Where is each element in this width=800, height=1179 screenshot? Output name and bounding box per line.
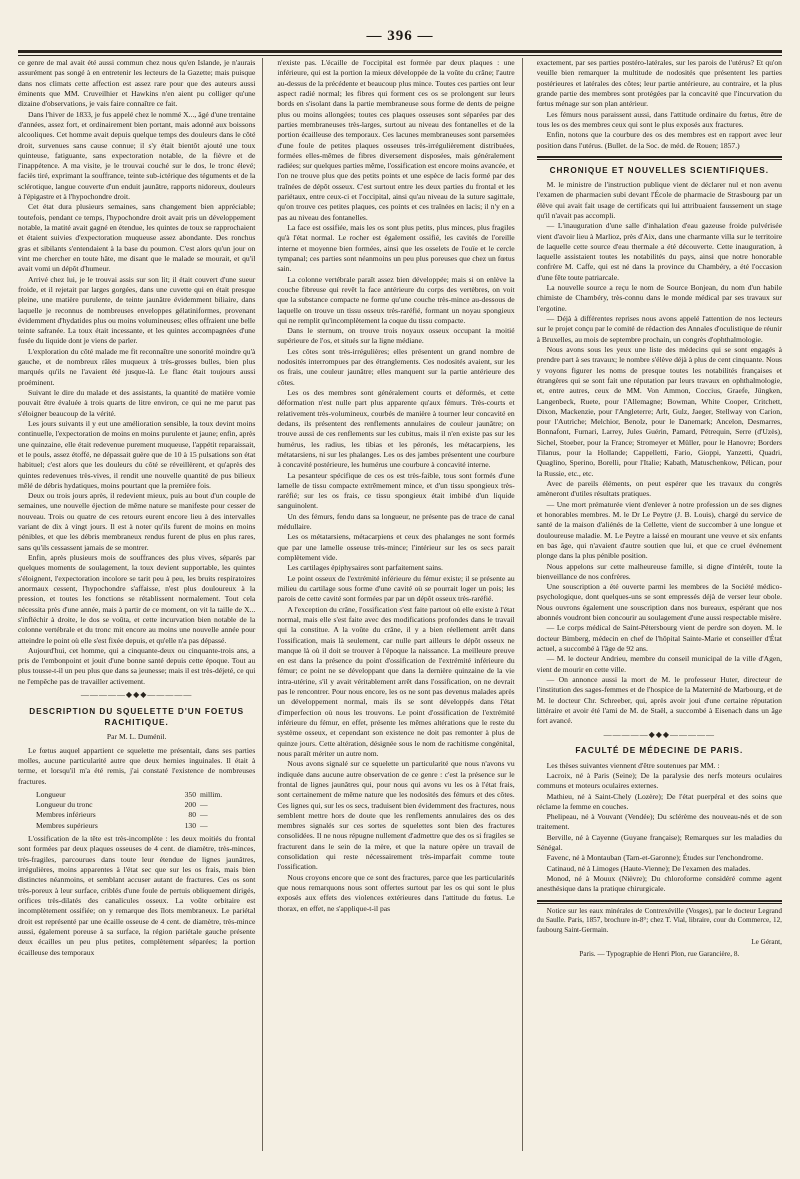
paragraph: Une souscription a été ouverte parmi les membres de la Société médico-psychologique, dont quelques-uns se sont empressés déjà de verser leur obole. Nous ouvrons également une souscription dans nos bureaux, espérant que nos abonnés voudront bien concourir au soulagement d'une aussi respectable misère. xyxy=(536,582,782,623)
paragraph: Nous avons signalé sur ce squelette un particularité que nous n'avons vu indiquée dans aucune autre observation de ce genre : c'est la présence sur le frontal de lignes jaunâtres qui, pour nous qui avons vu les os à l'état frais, sont certainement de même nature que les nodosités des fémurs et des côtes. Ces lignes qui, sur les os secs, traduisent bien évidemment des fractures, nous semblent mettre hors de doute que les renflements annulaires des os des membres signalés sur ces sortes de squelettes sont bien des fractures consolidées. Il ne nous répugne nullement d'admettre que des os si fragiles se fracturent dans le sein de la mère, et que la nature opère un travail de consolidation qui reste nécessairement très-imparfait comme toute l'ossification. xyxy=(277,759,515,872)
paragraph: Favenc, né à Montauban (Tarn-et-Garonne); Études sur l'enchondrome. xyxy=(546,853,764,863)
paragraph: Nous appelons sur cette malheureuse famille, si digne d'intérêt, toute la bienveillance de nos confrères. xyxy=(536,561,782,581)
paragraph: L'exploration du côté malade me fit reconnaître une sonorité moindre qu'à gauche, et de nombreux râles muqueux à très-grosses bulles, bien plus marqués qu'ils ne l'avaient été jusque-là. Le flanc était toujours aussi proéminent. xyxy=(18,346,256,387)
measurement-value: 130 xyxy=(184,820,196,830)
measurement-label: Longueur du tronc xyxy=(36,800,93,810)
paragraph: Cet état dura plusieurs semaines, sans changement bien appréciable; toutefois, pendant ce temps, l'hypochondre droit avait pris un développement notable, la matité avait gagné en étendue, les quintes de toux se rapprochaient et étaient suivies d'expectoration muqueuse assez abondante. Des ronchus gras et sibilants s'entendaient à la base du poumon. C'est alors qu'un jour on vint me chercher en toute hâte, me disant que le malade se mourait, et qu'il avait vomi un dépôt d'humeur. xyxy=(18,202,256,274)
section-title: FACULTÉ DE MÉDECINE DE PARIS. xyxy=(575,746,744,756)
measurement-unit: — xyxy=(200,810,208,820)
measurement-value: 350 xyxy=(184,789,196,799)
paragraph: — Déjà à différentes reprises nous avons appelé l'attention de nos lecteurs sur le projet conçu par le comité de rédaction des Annales d'oculistique de réunir à Bruxelles, au mois de septembre prochain, un congrès d'ophthalmologie. xyxy=(536,314,782,344)
paragraph: Dans l'hiver de 1833, je fus appelé chez le nommé X..., âgé d'une trentaine d'années, assez fort, et ordinairement bien portant, mais adonné aux boissons alcooliques. Cet homme avait depuis quelque temps des douleurs dans le côté droit, survenues sans cause connue; il s'y était bientôt ajouté une toux quinteuse, fatiguante, sans expectoration notable, de la fièvre et de l'inappétence. A ma visite, je le trouvai couché sur le dos, le tronc élevé; faciès tiré, exprimant la souffrance, teinte sub-ictérique des téguments et de la sclérotique, langue couverte d'un enduit jaunâtre, rapports nidoreux, douleurs à l'épigastre et à l'hypochondre droit. xyxy=(18,109,256,202)
paragraph: Les os métatarsiens, métacarpiens et ceux des phalanges ne sont formés que par une lamelle osseuse très-mince; l'intérieur sur les os secs parait complètement vide. xyxy=(277,532,515,562)
article-byline: Par M. L. Duménil. xyxy=(106,732,167,742)
measurement-row xyxy=(36,810,255,820)
column-middle xyxy=(277,58,522,1151)
header-rule-thin xyxy=(18,55,782,56)
paragraph: Les jours suivants il y eut une amélioration sensible, la toux devint moins continuelle, l'expectoration de moins en moins purulente et jaune; enfin, après une quinzaine, elle était redevenue purement muqueuse, l'appétit reparaissait, et le pouls, assez étoffé, ne dépassait guère que de 10 à 15 pulsations son état habituel; c'est alors que les douleurs du côté se réveillèrent, et qu'après des quintes redevenues très-vives, il rendit une nouvelle quantité de pus bilieux mêlé de débris hydatiques, moins pourtant que la première fois. xyxy=(18,418,256,490)
paragraph: Deux ou trois jours après, il redevient mieux, puis au bout d'un couple de semaines, une nouvelle éjection de même nature se manifeste pour cesser de nouveau. Trois ou quatre de ces retours eurent encore lieu à des intervalles variant de dix à vingt jours. Il est à noter qu'ils furent de moins en moins pénibles, et que les débris membraneux rendus furent de plus en plus rares, sans qu'ils cessassent jamais de se montrer. xyxy=(18,491,256,552)
page-header xyxy=(18,28,782,48)
paragraph: A l'exception du crâne, l'ossification s'est faite partout où elle existe à l'état normal, mais elle s'est faite avec des modifications profondes dans le travail qui la constitue. A la voûte du crâne, il y a bien réellement arrêt dans l'ossification, mais là seulement, car nulle part ailleurs le dépôt osseux ne manque là où il doit se trouver à l'époque la naissance. La meilleure preuve en est dans la présence du point d'ossification de l'extrémité inférieure du fémur; ce point ne se développant que dans la dernière quinzaine de la vie intra-utérine, s'il y avait véritablement arrêt dans l'ossification, on ne devrait pas le rencontrer. Pour nous encore, les os ne sont pas devenus malades après un développement normal, mais ils se sont développés dans l'état d'imperfection où nous les trouvons. Le point d'ossification de l'extrémité inférieure du fémur, en effet, présente les mêmes altérations que le reste du système osseux, et cependant son existence ne doit pas remonter à plus de quinze jours. Cette altération, désignée sous le nom de rachitisme congénital, nous paraît mériter un autre nom. xyxy=(277,604,515,758)
paragraph: Enfin, notons que la courbure des os des membres est en rapport avec leur position dans l'utérus. (Bullet. de la Soc. de méd. de Rouen; 1857.) xyxy=(536,130,782,150)
measurement-unit: — xyxy=(200,800,208,810)
printer-imprint: Paris. — Typographie de Henri Plon, rue Garancière, 8. xyxy=(579,949,740,958)
section-title: CHRONIQUE ET NOUVELLES SCIENTIFIQUES. xyxy=(549,165,770,175)
header-rule xyxy=(18,50,782,53)
measurement-value: 200 xyxy=(184,800,196,810)
paragraph: Aujourd'hui, cet homme, qui a cinquante-deux ou cinquante-trois ans, a pris de l'embonpoint et jouit d'une bonne santé depuis cette époque. Tout au plus tousse-t-il un peu plus que dans sa jeunesse; mais il est très-déjeté, ce qui ne l'empêche pas de travailler activement. xyxy=(18,645,256,686)
paragraph: Le point osseux de l'extrémité inférieure du fémur existe; il se présente au milieu du cartilage sous forme d'une cavité où se pourrait loger un pois; les parois de cette cavité sont formées par par un dépôt osseux très-raréfié. xyxy=(277,573,515,604)
measurement-label: Membres inférieurs xyxy=(36,810,96,820)
paragraph: Arrivé chez lui, je le trouvai assis sur son lit; il était couvert d'une sueur froide, et il rejetait par larges gorgées, dans une cuvette qui en était presque pleine, une matière purulente, de teinte jaunâtre évidemment biliaire, dans laquelle je reconnus de nombreuses enveloppes gélatiniformes, provenant évidemment d'hydatides plus ou moins volumineuses; elles offraient une belle teinte safranée. La toux était incessante, et les quintes accompagnées d'une fusée du liquide dont je viens de parler. xyxy=(18,274,256,346)
paragraph: Les cartilages épiphysaires sont parfaitement sains. xyxy=(287,563,443,573)
column-right xyxy=(537,58,782,1151)
measurement-unit: — xyxy=(200,820,208,830)
paragraph: — On annonce aussi la mort de M. le professeur Huter, directeur de l'institution des sages-femmes et de l'hospice de la Maternité de Marbourg, et de M. le docteur Chr. Schreeber, qui, après avoir joui d'une certaine réputation littéraire et avoir été l'ami de M. de Staël, a succombé à Eisenach dans un âge fort avancé. xyxy=(536,674,782,726)
paragraph: Les thèses suivantes viennent d'être soutenues par MM. : xyxy=(546,760,720,770)
text-columns xyxy=(18,58,782,1151)
measurement-row xyxy=(36,800,255,810)
paragraph: Enfin, après plusieurs mois de souffrances des plus vives, séparés par quelques moments de soulagement, la toux devient supportable, les quintes s'éloignent, l'expectoration incolore se tarit peu à peu, les bruits respiratoires anormaux cessent, l'hypochondre s'affaisse, n'est plus douloureux à la pression, et toutes les fonctions se rétablissent normalement. Tout cela nécessita près d'une année, mais à partir de ce moment, on vit la taille de X... s'infléchir à droite, le dos se voûta, et cette incurvation bien notable de la colonne vertébrale et du tronc mit encore au moins une nouvelle année pour atteindre le point où elle s'est fixée depuis, et qu'elle n'a pas dépassé. xyxy=(18,553,256,645)
paragraph: Suivant le dire du malade et des assistants, la quantité de matière vomie pouvait être évaluée à trois quarts de litre environ, ce qui ne me parut pas s'éloigner beaucoup de la vérité. xyxy=(18,388,256,418)
paragraph: Nous croyons encore que ce sont des fractures, parce que les particularités que nous remarquons nous sont offertes surtout par les os qui sont le plus exposés aux effets des violences extérieures dans l'attitude du fœtus. Le thorax, en effet, ne s'applique-t-il pas xyxy=(277,872,515,913)
paragraph: M. le ministre de l'instruction publique vient de déclarer nul et non avenu l'examen de pharmacien subi devant l'École de pharmacie de Strasbourg par un élève qui avait fait usage de certificats qui lui attribuaient faussement un stage qu'il n'avait pas accompli. xyxy=(536,179,782,220)
paragraph: Lacroix, né à Paris (Seine); De la paralysie des nerfs moteurs oculaires communs et moteurs oculaires externes. xyxy=(536,770,782,791)
paragraph: — Le corps médical de Saint-Pétersbourg vient de perdre son doyen. M. le docteur Bimberg, médecin en chef de l'hôpital Sainte-Marie et conseiller d'État actuel, a succombé à l'âge de 92 ans. xyxy=(536,623,782,654)
paragraph: ce genre de mal avait été aussi commun chez nous qu'en Islande, je n'aurais assurément pas songé à en entretenir les lecteurs de la Gazette; mais puisque dans nos climats cette affection est assez rare pour que des auteurs aussi éminents que MM. Cruveilhier et Hawkins n'en aient pu colliger qu'une dizaine d'observations, je vais faire connaître ce fait. xyxy=(18,58,256,109)
paragraph: Les os des membres sont généralement courts et déformés, et cette déformation n'est nulle part plus apparente qu'aux fémurs. Très-courts et relativement très-volumineux, courbés de manière à tourner leur concavité en dedans, ils présentent des renflements annulaires de couleur jaunâtre; on trouve aussi de ces renflements sur les cubitus, mais il n'en existe pas sur les humérus, les radius, les tibias et les péronés, les métacarpiens, les métatarsiens, ni sur les phalanges. Les os des jambes présentent une courbure à concavité postérieure, les humérus une courbure à concavité interne. xyxy=(277,388,515,470)
paragraph: L'ossification de la tête est très-incomplète : les deux moitiés du frontal sont formées par deux plaques osseuses de 4 cent. de diamètre, très-minces, très-fragiles, parcourues dans toute leur étendue de lignes jaunâtres, irrégulières, moins apparentes à l'état sec que sur les os frais, mais bien distinctes néanmoins, et semblant accuser autant de fractures. Ces os sont très-poreux à leur surface, criblés d'une foule de pertuis obliquement dirigés, orifices très-dilatés des canalicules osseux. La voûte orbitaire est incomplètement ossifiée; on y remarque des îlots membraneux. Le pariétal droit est représenté par une écaille osseuse de 4 cent. de diamètre, très-mince aussi, également poreuse à sa surface, la région pariétale gauche présente deux écailles un peu plus petites, complètement séparées; la portion écailleuse des temporaux xyxy=(18,834,256,957)
paragraph: La colonne vertébrale paraît assez bien développée; mais si on enlève la couche fibreuse qui revêt la face antérieure du corps des vertèbres, on voit que la substance compacte ne forme qu'une couche très-mince au-dessous de laquelle on trouve un tissu osseux très-raréfié, formant un noyau spongieux qui ne remplit qu'incomplètement la coque du tissu compacte. xyxy=(277,274,515,325)
paragraph: La face est ossifiée, mais les os sont plus petits, plus minces, plus fragiles qu'à l'état normal. Le rocher est également ossifié, les cavités de l'oreille interne et moyenne bien formées, ainsi que les osselets de l'ouïe et le cercle tympanal; ces parties sont néanmoins un peu plus poreuses que chez un fœtus sain. xyxy=(277,223,515,274)
section-divider xyxy=(537,156,782,160)
paragraph: Berville, né à Cayenne (Guyane française); Remarques sur les maladies du Sénégal. xyxy=(536,832,782,853)
section-divider xyxy=(537,900,782,904)
paragraph: La pesanteur spécifique de ces os est très-faible, tous sont formés d'une lamelle de tissu compacte extrêmement mince, et d'un tissu spongieux très-raréfié; sur les os frais, ce tissu spongieux était imbibé d'un liquide sanguinolent. xyxy=(277,470,515,511)
section-title: DESCRIPTION DU SQUELETTE D'UN FOETUS RACHITIQUE. xyxy=(29,706,245,728)
paragraph: Un des fémurs, fendu dans sa longueur, ne présente pas de trace de canal médullaire. xyxy=(277,511,515,532)
paragraph: Les côtes sont très-irrégulières; elles présentent un grand nombre de nodosités interrompues par des étranglements. Ces nodosités avaient, sur les os frais, une couleur jaunâtre; elles manquent sur la partie antérieure des côtes. xyxy=(277,346,515,387)
measurement-unit: millim. xyxy=(200,789,223,799)
paragraph: — M. le docteur Andrieu, membre du conseil municipal de la ville d'Agen, vient de mourir en cette ville. xyxy=(536,654,782,674)
paragraph: — L'inauguration d'une salle d'inhalation d'eau gazeuse froide pulvérisée vient d'avoir lieu à Marlioz, près d'Aix, dans une charmante villa sur le territoire de laquelle cette source d'eau thermale a été découverte. Cette inauguration, à laquelle assistaient toutes les notabilités du pays, ainsi que notre honorable confrère M. Caffe, qui est né dans la province du Chambéry, a été l'occasion d'une fête toute patriarcale. xyxy=(536,221,782,282)
paragraph: Dans le sternum, on trouve trois noyaux osseux occupant la moitié supérieure de l'os, et situés sur la ligne médiane. xyxy=(277,326,515,346)
measurement-value: 80 xyxy=(188,810,196,820)
section-ornament: —————◆◆◆————— xyxy=(80,690,193,700)
paragraph: — Une mort prématurée vient d'enlever à notre profession un de ses dignes et honorables membres. M. le Dr Le Peytre (J. B. Louis), chargé du service de santé de la maison d'aliénés de la Cellette, vient de succomber à une longue et douloureuse maladie. M. Le Peytre a laissé en mourant une veuve et six enfants en bas âge, qui n'avaient d'autre soutien que lui, et que ce cruel événement plonge dans la plus pénible position. xyxy=(536,499,782,561)
paragraph: La nouvelle source a reçu le nom de Source Bonjean, du nom d'un habile chimiste de Chambéry, très-connu dans le monde médical par ses travaux sur l'ergotine. xyxy=(536,283,782,313)
paragraph: n'existe pas. L'écaille de l'occipital est formée par deux plaques : une inférieure, qui est la portion la mieux développée de la voûte du crâne; l'autre au-dessus de la précédente et beaucoup plus mince. Toutes ces parties ont leur aspect radié normal; les fibres qui forment ces os se prolongent sur leurs bords en s'isolant dans la partie membraneuse sous forme de dents de peigne plus ou moins allongées; toutes ces plaques osseuses sont séparées par des parties membraneuses très-larges, surtout au niveau des fontanelles et de la portion écailleuse des temporaux. Ces lacunes membraneuses sont parsemées d'une foule de petites plaques osseuses très-irrégulièrement distribuées, formées elles-mêmes de fibres diversement disposées, mais généralement radiées; sur quelques parties même, l'ossification est encore moins avancée, et l'on ne trouve plus que des petits points et une espèce de lacis formé par des traînées de dépôt osseux. C'est surtout entre les deux parties du frontal et les pariétaux, entre ceux-ci et l'occipital, ainsi qu'au niveau de la suture sagittale, qu'on trouve ces petites plaques, ces points et ces traînées en lacis; il n'y en a pas au niveau des fontanelles. xyxy=(277,58,515,222)
book-notice: Notice sur les eaux minérales de Contrexéville (Vosges), par le docteur Legrand du Saulle. Paris, 1857, brochure in-8°; chez T. Vial, libraire, cour du Commerce, 12, faubourg Saint-Germain. xyxy=(536,906,782,935)
column-left xyxy=(18,58,263,1151)
paragraph: Catinaud, né à Limoges (Haute-Vienne); De l'examen des malades. xyxy=(546,863,751,873)
measurement-label: Membres supérieurs xyxy=(36,820,98,830)
section-ornament: —————◆◆◆————— xyxy=(603,729,716,739)
paragraph: Avec de pareils éléments, on peut espérer que les travaux du congrès amèneront d'utiles résultats pratiques. xyxy=(536,479,782,499)
paragraph: Phelipeau, né à Vouvant (Vendée); Du sclérème des nouveau-nés et de son traitement. xyxy=(536,812,782,832)
measurement-label: Longueur xyxy=(36,789,66,799)
measurement-row xyxy=(36,790,255,800)
measurement-row xyxy=(36,821,255,831)
paragraph: Nous avons sous les yeux une liste des médecins qui se sont engagés à prendre part à ses travaux; le nombre s'élève déjà à plus de cent cinquante. Nous y voyons figurer les noms de presque toutes les notabilités françaises et étrangères qui se sont fait une réputation par leurs travaux en ophthalmologie, et, entre autres, ceux de MM. Von Ammon, Coccius, Graefe, Jüngken, Langenbeck, Ruete, pour l'Allemagne; Bowman, White Cooper, Critchett, Dixon, Mackenzie, pour l'Angleterre; Arlt, Gulz, Jaeger, Stellway von Carion, pour l'Autriche; Melchior, Benolz, pour le Danemark; Ancelon, Desmarres, Bonnafont, Furnari, Larrey, Jules Guérin, Pamard, Pétrequin, Serre (d'Uzès), Sichel, Stoeber, pour la France; Stromeyer et Müller, pour le Hanovre; Borders Tilanus, pour la Hollande; Cappelletti, Fario, Gioppi, Yanzetti, Quadri, Quaglino, Sperino, Borelli, pour l'Italie; Kabath, Matuschenkow, Pélican, pour la Russie, etc., etc. xyxy=(536,344,782,478)
paragraph: exactement, par ses parties postéro-latérales, sur les parois de l'utérus? Et qu'on veuille bien remarquer la multitude de nodosités que présentent les parties postérieures et latérales des côtes; leur partie antérieure, au contraire, et la plus grande partie des membres sont protégées par la concavité que l'incurvation du fœtus ménage sur son plan antérieur. xyxy=(536,58,782,109)
paragraph: Les fémurs nous paraissent aussi, dans l'attitude ordinaire du fœtus, être de tous les os des membres ceux qui sont le plus exposés aux fractures. xyxy=(536,109,782,129)
paragraph: Mathieu, né à Saint-Chely (Lozère); De l'état puerpéral et des soins que réclame la femme en couches. xyxy=(536,791,782,811)
paragraph: Monod, né à Mouux (Nièvre); Du chloroforme considéré comme agent anesthésique dans la pratique chirurgicale. xyxy=(536,874,782,894)
paragraph: Le fœtus auquel appartient ce squelette me présentait, dans ses parties molles, aucune particularité autre que deux hernies inguinales. Il était à terme, et lorsqu'il m'a été remis, j'ai constaté l'existence de nombreuses fractures. xyxy=(18,745,256,786)
gerant-label: Le Gérant, xyxy=(751,937,782,946)
page-number: — 396 — xyxy=(357,28,444,45)
measurements-list xyxy=(36,790,255,831)
